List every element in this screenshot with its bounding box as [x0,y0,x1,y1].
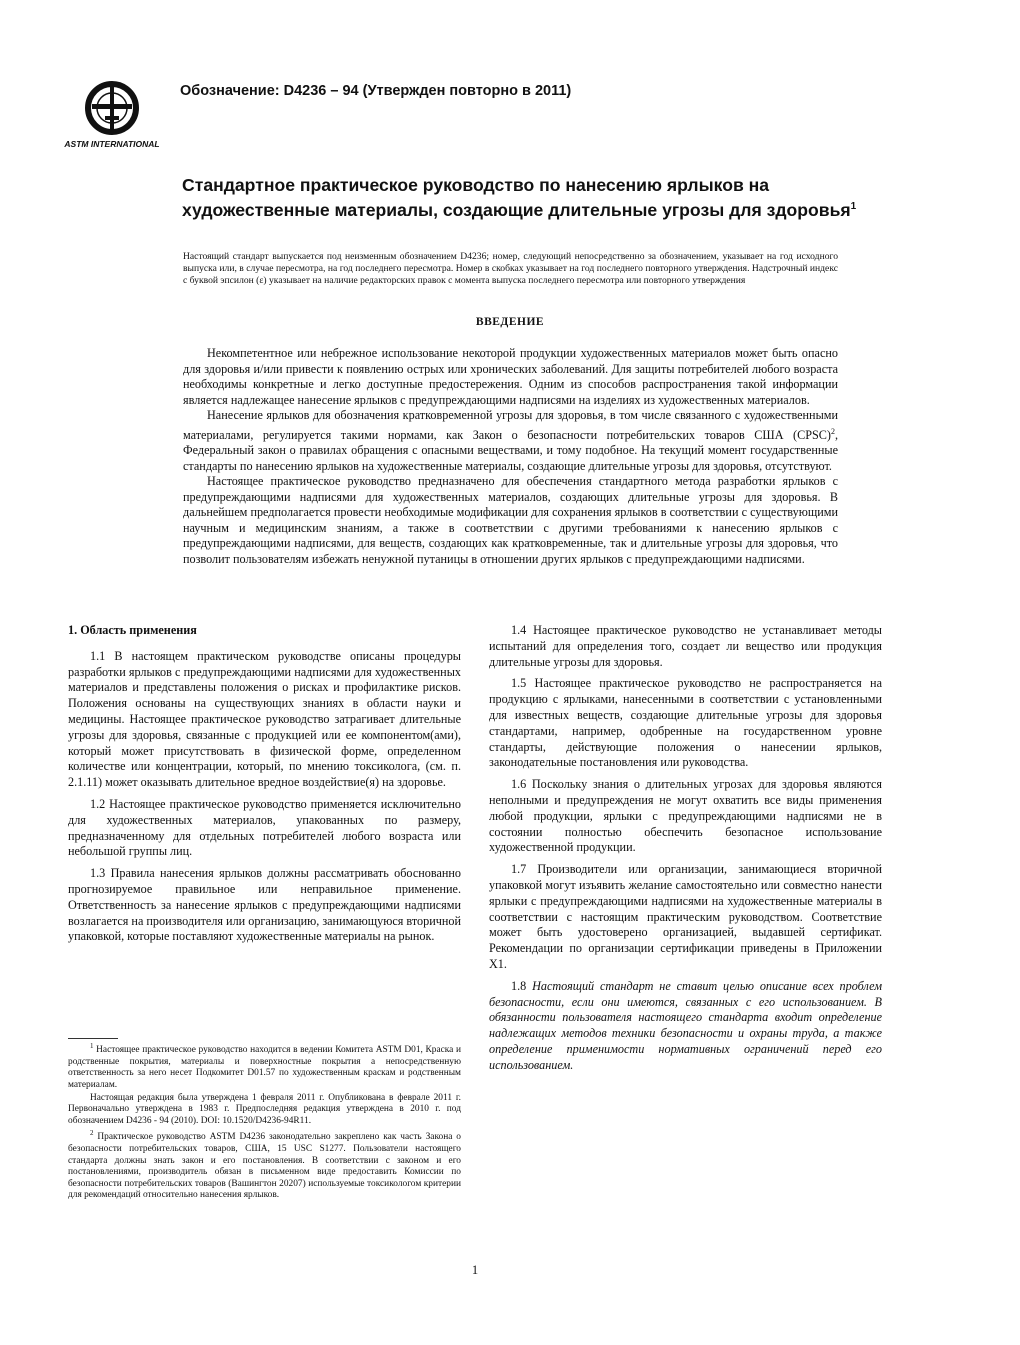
footnote-divider [68,1038,118,1039]
footnote-text: Практическое руководство ASTM D4236 законодательно закреплено как часть Закона о безопасности потребительских товаров, США, 15 USC S1277. Пользователи настоящего стандарта должны знать закон и его постановления. В соответствии с законом и его постановлениями, производитель обязан в письменном виде предоставить Комиссии по безопасности потребительских товаров (Вашингтон 20207) используемые токсикологом критерии для рекомендаций относительно нанесения ярлыков. [68,1132,461,1201]
footnote-text: Настоящее практическое руководство находится в ведении Комитета ASTM D01, Краска и родственные покрытия, материалы и поверхностные покрытия а непосредственную ответственность за него несет Подкомитет D01.57 по художественным краскам и родственным материалам. [68,1045,461,1090]
title-footnote-mark: 1 [850,201,857,212]
introduction-body [183,346,838,567]
document-title [182,174,872,221]
footnotes [68,1041,461,1203]
clause-1-8-text: Настоящий стандарт не ставит целью описание всех проблем безопасности, если они имеются, связанных с его использованием. В обязанности пользователя настоящего стандарта входит определение надлежащих методов техники безопасности и охраны труда, а также определение применимости нормативных ограничений перед его использованием. [489,978,882,1072]
intro-p2-text: Нанесение ярлыков для обозначения кратковременной угрозы для здоровья, в том числе связанного с художественными материалами, регулируется такими нормами, как Закон о безопасности потребительских товаров США (CPSC) [183,408,838,442]
astm-logo [64,78,160,150]
footnote-1-cont [68,1093,461,1128]
logo-text: ASTM INTERNATIONAL [64,139,160,149]
section-heading-scope: 1. Область применения [68,623,197,637]
right-column [489,623,882,1080]
clause-1-7: 1.7 Производители или организации, занимающиеся вторичной упаковкой могут изъявить желание самостоятельно или совместно нанести ярлыки с предупреждающими надписями на художественные материалы в соответствии с настоящим практическим руководством. Соответствие может быть удостоверено организацией, выдавшей сертификат. Рекомендации по организации сертификации приведены в Приложении X1. [489,862,882,971]
title-text: Стандартное практическое руководство по нанесению ярлыков на художественные материалы, создающие длительные угрозы для здоровья [182,175,851,220]
clause-1-3: 1.3 Правила нанесения ярлыков должны рассматривать обоснованно прогнозируемое правильное или неправильное применение. Ответственность за нанесение ярлыков с предупреждающими надписями возлагается на производителя или организацию, занимающуюся вторичной упаковкой, которые поставляют художественные материалы на рынок. [68,866,461,944]
intro-paragraph: Некомпетентное или небрежное использование некоторой продукции художественных материалов может быть опасно для здоровья и/или привести к появлению острых или хронических заболеваний. Для защиты потребителей любого возраста необходимы конкретные и легко доступные предостережения. Одним из способов распространения такой информации является надлежащее нанесение ярлыков с предупреждающими надписями на изделиях из художественных материалов. [183,346,838,407]
left-column [68,623,461,951]
clause-1-6: 1.6 Поскольку знания о длительных угрозах для здоровья являются неполными и предупреждения не могут охватить все виды применения любой продукции, ярлыки с предупреждающими надписями не в состоянии полностью обеспечить безопасное использование художественной продукции. [489,777,882,855]
intro-p2-text-cont: , Федеральный закон о правилах обращения с опасными веществами, и тому подобное. На текущий момент государственные стандарты по нанесению ярлыков на художественные материалы, создающие длительные угрозы для здоровья, отсутствуют. [183,427,838,473]
footnote-1 [68,1041,461,1092]
page-number: 1 [471,1263,479,1277]
clause-1-2: 1.2 Настоящее практическое руководство применяется исключительно для художественных материалов, упакованных по размеру, предназначенному для отдельных потребителей любого возраста или небольшой группы лиц. [68,796,461,859]
clause-1-8 [489,979,882,1074]
footnote-text: Настоящая редакция была утверждена 1 февраля 2011 г. Опубликована в феврале 2011 г. Первоначально утверждена в 1983 г. Предпоследняя редакция утверждена в 2010 г. под обозначением D4236 - 94 (2010). DOI: 10.1520/D4236-94R11. [68,1092,461,1126]
intro-paragraph: Настоящее практическое руководство предназначено для обеспечения стандартного метода разработки ярлыков с предупреждающими надписями для художественных материалов, создающих длительные угрозы для здоровья. В дальнейшем предполагается провести необходимые модификации для сохранения ярлыков в соответствии с существующими научным и медицинским знаниям, а также в соответствии с другими требованиями к нанесению ярлыков с предупреждающими надписями, для веществ, создающих как кратковременные, так и длительные угрозы для здоровья, что позволит пользователям избежать ненужной путаницы в отношении других ярлыков с предупреждающими надписями. [183,474,838,566]
standard-designation: Обозначение: D4236 – 94 (Утвержден повторно в 2011) [180,83,572,99]
clause-1-5: 1.5 Настоящее практическое руководство не распространяется на продукцию с ярлыками, нанесенными в соответствии с установленными для известных веществ, создающие длительные угрозы для здоровья стандартами, например, одобренные на государственном уровне стандарты, действующие положения о нанесении ярлыков, законодательные постановления или руководства. [489,676,882,770]
footnote-2 [68,1128,461,1202]
clause-1-8-number: 1.8 [511,978,527,993]
footnote-mark: 1 [90,1042,94,1050]
intro-paragraph [183,408,838,474]
introduction-heading: ВВЕДЕНИЕ [475,316,545,328]
footnote-ref-2: 2 [830,426,835,436]
designation-notice: Настоящий стандарт выпускается под неизменным обозначением D4236; номер, следующий непосредственно за обозначением, указывает на год исходного выпуска или, в случае пересмотра, на год последнего пересмотра. Номер в скобках указывает на год последнего повторного утверждения. Надстрочный индекс с буквой эпсилон (ε) указывает на наличие редакторских правок с момента выпуска последнего пересмотра или повторного утверждения [183,251,838,286]
clause-1-4: 1.4 Настоящее практическое руководство не устанавливает методы испытаний для определения того, создает ли вещество или продукция длительные угрозы для здоровья. [489,623,882,669]
footnote-mark: 2 [90,1129,94,1138]
clause-1-1: 1.1 В настоящем практическом руководстве описаны процедуры разработки ярлыков с предупреждающими надписями для художественных материалов и представлены положения о рисках и профилактике рисков. Положения основаны на существующих знаниях в области науки и медицины. Настоящее практическое руководство затрагивает длительные угрозы для здоровья, связанные с продукцией или ее компонентом(ами), который может присутствовать в физической форме, определенном количестве или концентрации, который, по мнению токсиколога, (см. п. 2.1.11) может оказывать длительное вредное воздействие(я) на здоровье. [68,648,461,790]
